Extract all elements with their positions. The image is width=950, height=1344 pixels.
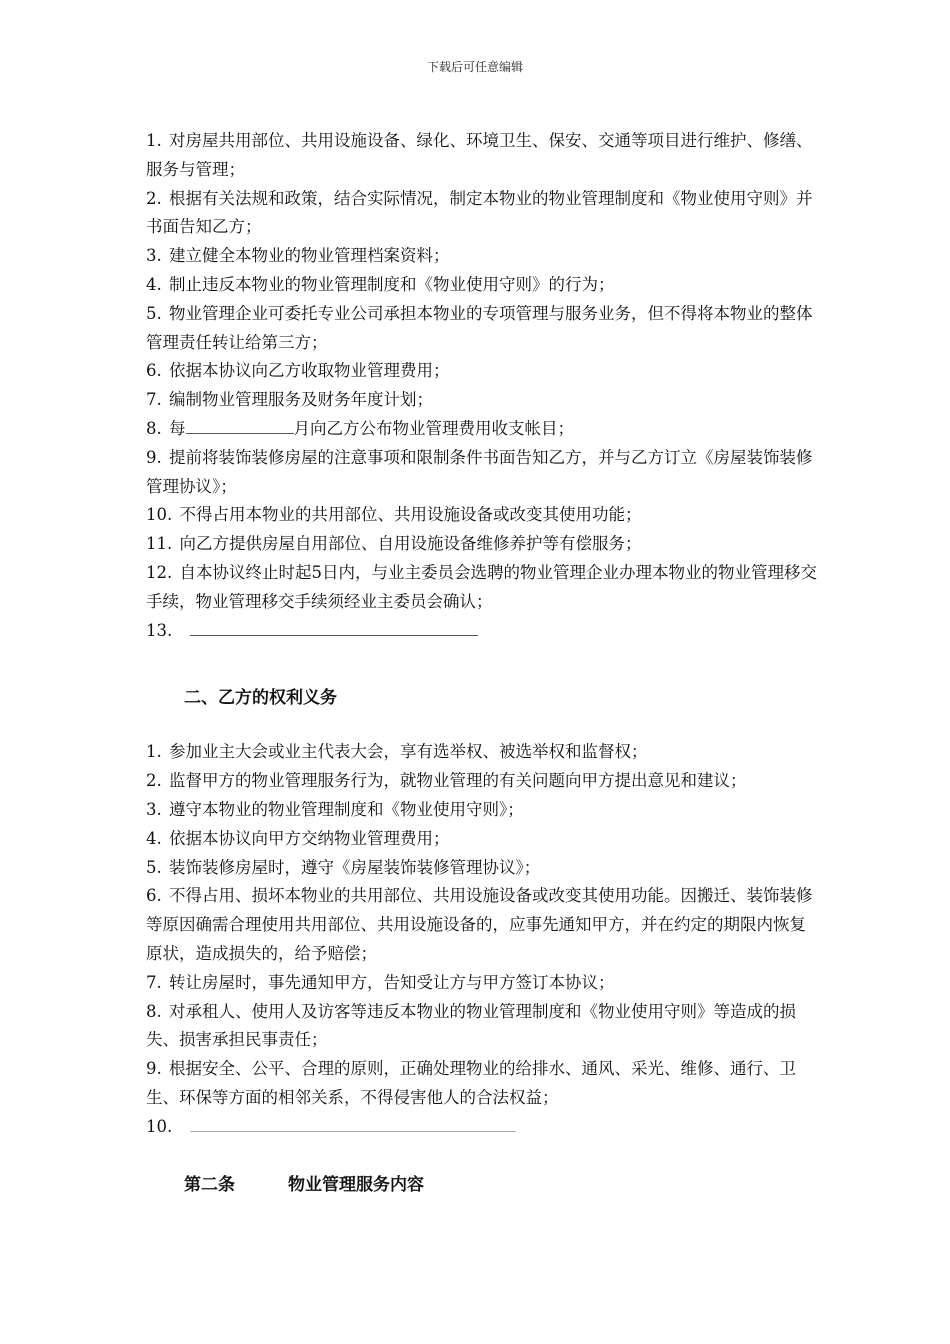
item-number: 2. — [146, 188, 162, 208]
list-item — [146, 738, 822, 767]
item-number: 3. — [146, 799, 162, 819]
list-item — [146, 415, 822, 444]
article-number: 第二条 — [184, 1174, 235, 1195]
fill-in-blank — [190, 1114, 516, 1132]
item-number: 4. — [146, 274, 162, 294]
list-item — [146, 271, 822, 300]
list-item — [146, 444, 822, 502]
article-title: 物业管理服务内容 — [288, 1174, 424, 1195]
item-number: 9. — [146, 447, 162, 467]
item-text: 监督甲方的物业管理服务行为，就物业管理的有关问题向甲方提出意见和建议； — [169, 771, 747, 791]
item-text: 不得占用、损坏本物业的共用部位、共用设施设备或改变其使用功能。因搬迁、装饰装修等原因确需合理使用共用部位、共用设施设备的，应事先通知甲方，并在约定的期限内恢复原状，造成损失的，给予赔偿； — [146, 886, 813, 963]
item-number: 4. — [146, 828, 162, 848]
item-number: 1. — [146, 742, 162, 762]
item-number: 8. — [146, 1001, 162, 1021]
item-text-before-blank: 每 — [169, 418, 186, 438]
section-heading: 二、乙方的权利义务 — [184, 688, 337, 709]
item-text: 根据安全、公平、合理的原则，正确处理物业的给排水、通风、采光、维修、通行、卫生、环保等方面的相邻关系，不得侵害他人的合法权益； — [146, 1059, 796, 1107]
item-text-after-blank: 月向乙方公布物业管理费用收支帐目； — [293, 418, 574, 438]
item-text: 编制物业管理服务及财务年度计划； — [169, 390, 433, 410]
item-number: 1. — [146, 131, 162, 150]
article-heading — [184, 1170, 822, 1195]
item-text: 物业管理企业可委托专业公司承担本物业的专项管理与服务业务，但不得将本物业的整体管理责任转让给第三方； — [146, 303, 813, 352]
item-number: 3. — [146, 246, 162, 266]
item-text: 依据本协议向乙方收取物业管理费用； — [169, 361, 450, 381]
list-item — [146, 617, 822, 646]
list-item — [146, 386, 822, 415]
item-text: 根据有关法规和政策，结合实际情况，制定本物业的物业管理制度和《物业使用守则》并书面告知乙方； — [146, 188, 813, 237]
item-number: 12. — [146, 562, 173, 582]
list-item — [146, 501, 822, 530]
item-number: 11. — [146, 534, 173, 554]
document-body — [146, 127, 822, 1195]
item-text: 依据本协议向甲方交纳物业管理费用； — [169, 828, 450, 848]
list-item — [146, 767, 822, 796]
item-text: 建立健全本物业的物业管理档案资料； — [169, 246, 450, 266]
list-item — [146, 127, 822, 185]
page-header: 下载后可任意编辑 — [426, 60, 523, 74]
list-item — [146, 185, 822, 243]
item-text: 提前将装饰装修房屋的注意事项和限制条件书面告知乙方，并与乙方订立《房屋装饰装修管理协议》； — [146, 447, 813, 496]
item-number: 7. — [146, 972, 162, 992]
list-item — [146, 1113, 822, 1142]
list-item — [146, 825, 822, 854]
list-item — [146, 242, 822, 271]
party-a-duties-list — [146, 127, 822, 645]
item-text: 制止违反本物业的物业管理制度和《物业使用守则》的行为； — [169, 274, 615, 294]
item-text: 不得占用本物业的共用部位、共用设施设备或改变其使用功能； — [179, 505, 642, 525]
list-item — [146, 854, 822, 883]
item-text: 装饰装修房屋时，遵守《房屋装饰装修管理协议》； — [169, 857, 541, 877]
item-number: 6. — [146, 886, 162, 906]
list-item — [146, 969, 822, 998]
item-number: 10. — [146, 505, 173, 525]
item-number: 10. — [146, 1116, 173, 1136]
list-item — [146, 357, 822, 386]
list-item — [146, 796, 822, 825]
item-number: 8. — [146, 418, 162, 438]
item-number: 5. — [146, 857, 162, 877]
item-number: 7. — [146, 390, 162, 410]
item-text: 对房屋共用部位、共用设施设备、绿化、环境卫生、保安、交通等项目进行维护、修缮、服务与管理； — [146, 131, 813, 179]
item-text: 向乙方提供房屋自用部位、自用设施设备维修养护等有偿服务； — [179, 534, 642, 554]
item-number: 9. — [146, 1059, 162, 1079]
item-text: 参加业主大会或业主代表大会，享有选举权、被选举权和监督权； — [169, 742, 648, 762]
list-item — [146, 1055, 822, 1113]
item-number: 13. — [146, 620, 173, 640]
item-text: 转让房屋时，事先通知甲方，告知受让方与甲方签订本协议； — [169, 972, 615, 992]
fill-in-blank — [190, 618, 478, 636]
list-item — [146, 530, 822, 559]
list-item — [146, 998, 822, 1056]
item-text: 自本协议终止时起5日内，与业主委员会选聘的物业管理企业办理本物业的物业管理移交手续，物业管理移交手续须经业主委员会确认； — [146, 562, 817, 611]
fill-in-blank — [186, 416, 294, 434]
list-item — [146, 882, 822, 968]
list-item — [146, 300, 822, 358]
item-text: 对承租人、使用人及访客等违反本物业的物业管理制度和《物业使用守则》等造成的损失、损害承担民事责任； — [146, 1001, 796, 1050]
list-item — [146, 559, 822, 617]
party-b-rights-list — [146, 738, 822, 1141]
item-number: 6. — [146, 361, 162, 381]
item-number: 5. — [146, 303, 162, 323]
item-number: 2. — [146, 771, 162, 791]
item-text: 遵守本物业的物业管理制度和《物业使用守则》； — [169, 799, 524, 819]
